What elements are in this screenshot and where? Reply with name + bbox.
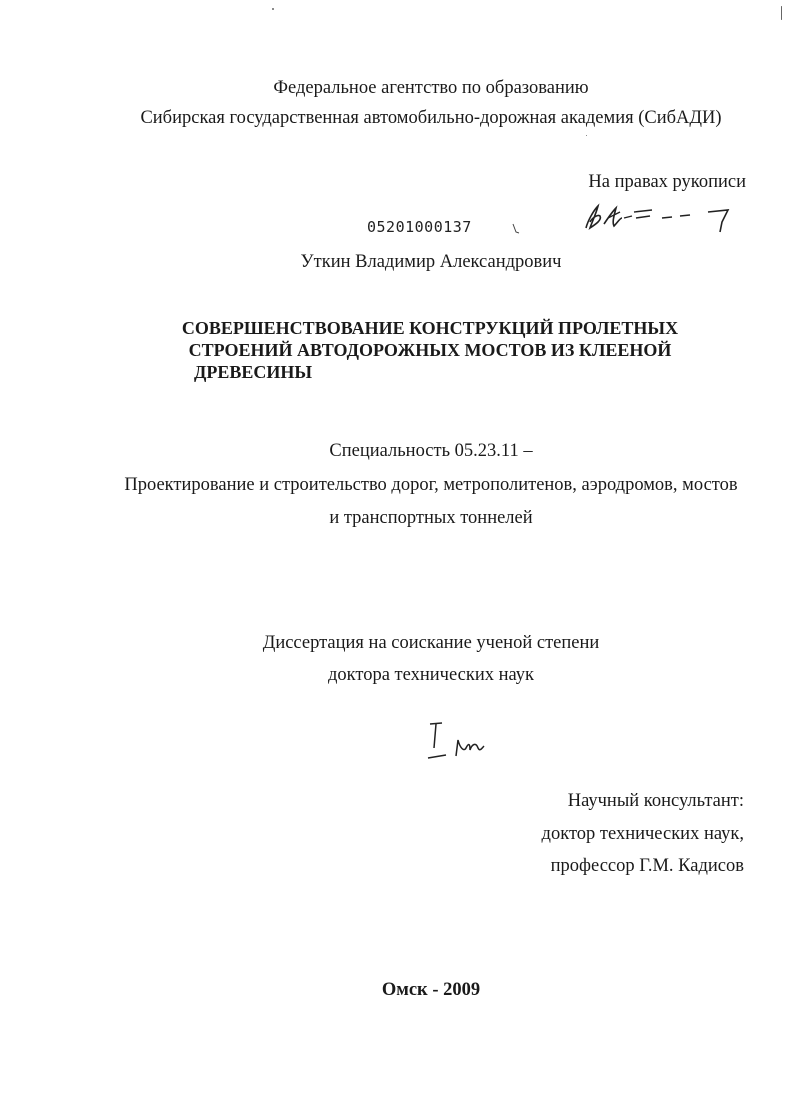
specialty-name-line2: и транспортных тоннелей: [329, 508, 533, 528]
dissertation-title: [160, 317, 700, 383]
handwritten-mark: [420, 718, 500, 768]
title-line: СОВЕРШЕНСТВОВАНИЕ КОНСТРУКЦИЙ ПРОЛЕТНЫХ: [181, 318, 679, 338]
specialty-code: Специальность 05.23.11 –: [329, 441, 533, 461]
dissertation-degree-line1: Диссертация на соискание ученой степени: [262, 633, 600, 653]
title-line: ДРЕВЕСИНЫ: [194, 362, 313, 382]
author-name: Уткин Владимир Александрович: [300, 252, 562, 272]
title-line: СТРОЕНИЙ АВТОДОРОЖНЫХ МОСТОВ ИЗ КЛЕЕНОЙ: [188, 340, 672, 360]
consultant-degree: доктор технических наук,: [541, 824, 744, 844]
scan-speck: [586, 135, 587, 136]
manuscript-note: На правах рукописи: [588, 172, 746, 192]
dissertation-degree-line2: доктора технических наук: [327, 665, 535, 685]
scan-speck: [272, 8, 274, 10]
author-signature: [580, 200, 740, 240]
agency-name: Федеральное агентство по образованию: [273, 78, 589, 98]
specialty-name-line1: Проектирование и строительство дорог, метрополитенов, аэродромов, мостов: [124, 475, 738, 495]
scan-speck: [781, 6, 782, 20]
consultant-label: Научный консультант:: [567, 791, 744, 811]
registration-number: 05201000137: [367, 218, 472, 236]
city-year: Омск - 2009: [381, 980, 481, 1000]
scan-tick-mark: [510, 222, 522, 236]
academy-name: Сибирская государственная автомобильно-дорожная академия (СибАДИ): [140, 108, 722, 128]
consultant-name: профессор Г.М. Кадисов: [550, 856, 744, 876]
